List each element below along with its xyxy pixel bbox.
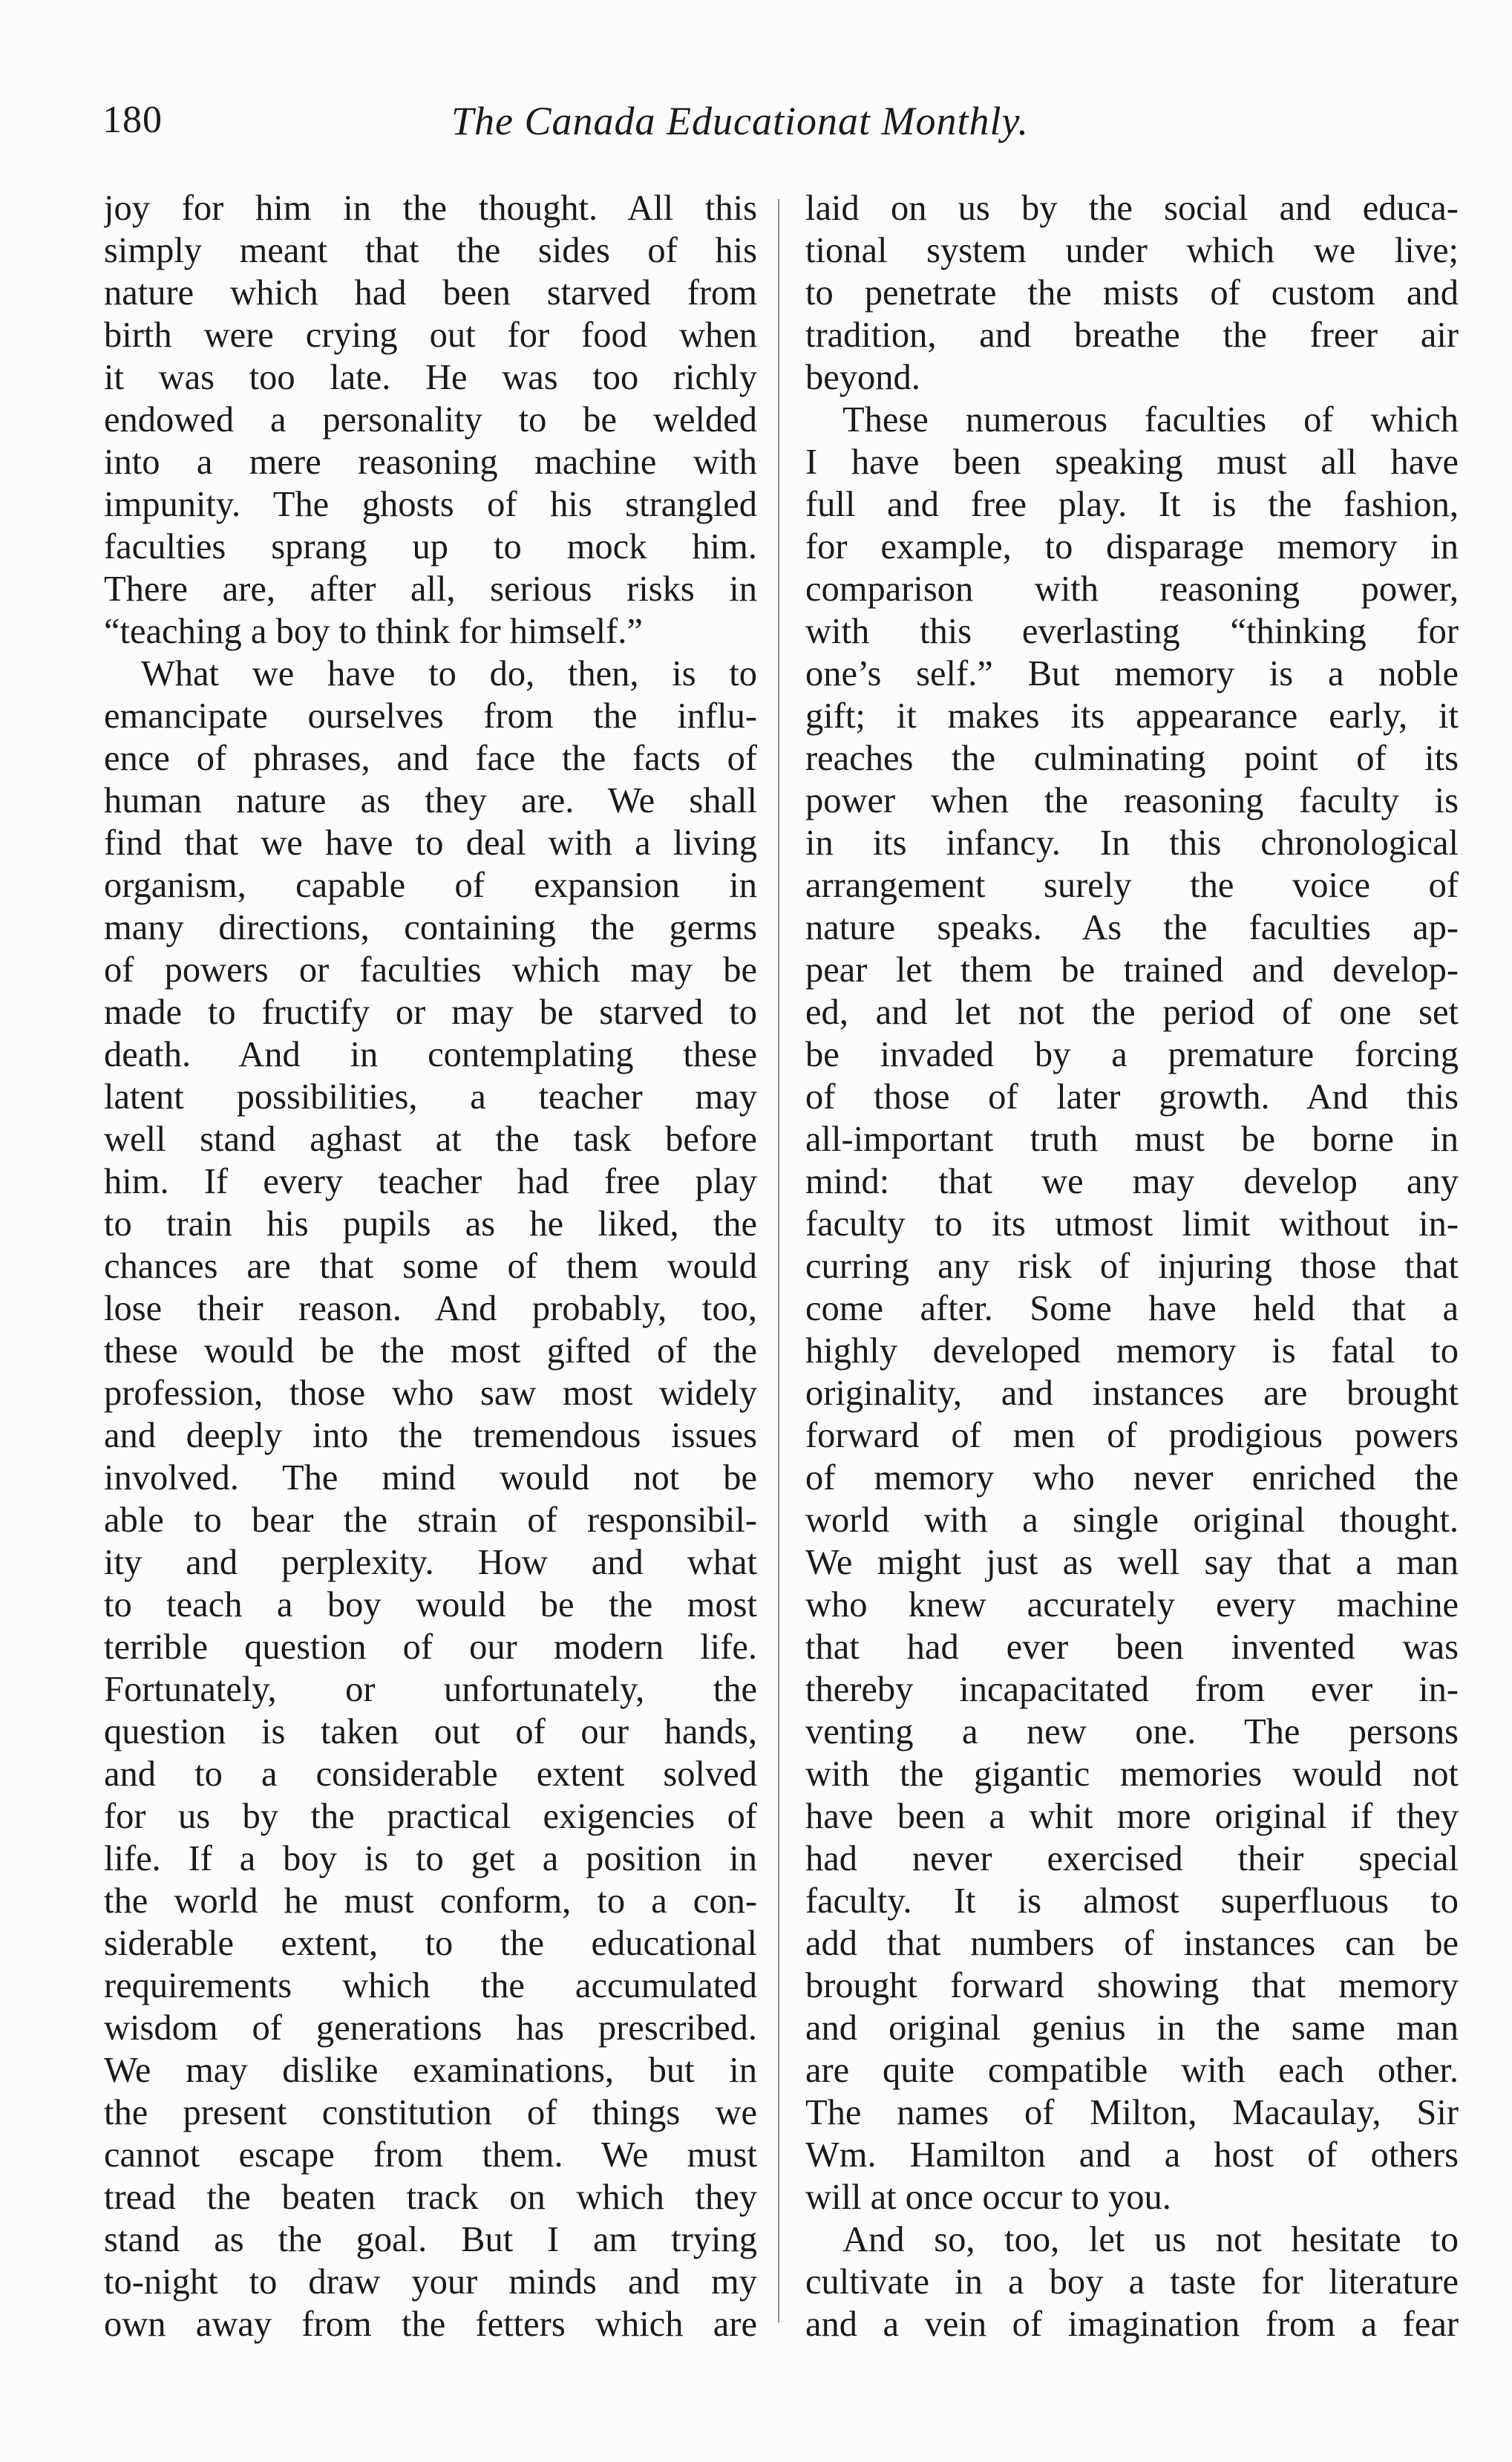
text-line: ity and perplexity. How and what [104,1543,757,1582]
text-line: curring any risk of injuring those that [805,1247,1459,1286]
text-line: own away from the fetters which are [104,2305,757,2344]
text-line: comparison with reasoning power, [805,569,1459,609]
text-line: lose their reason. And probably, too, [104,1289,757,1328]
text-line: who knew accurately every machine [805,1585,1459,1625]
text-line: simply meant that the sides of his [104,231,757,270]
text-line: reaches the culminating point of its [805,739,1459,778]
text-line: And so, too, let us not hesitate to [842,2220,1459,2259]
text-line: tradition, and breathe the freer air [805,316,1459,355]
text-line: to train his pupils as he liked, the [104,1204,757,1244]
text-line: I have been speaking must all have [805,443,1459,482]
text-line: question is taken out of our hands, [104,1712,757,1751]
text-line: death. And in contemplating these [104,1035,757,1074]
text-line: him. If every teacher had free play [104,1162,757,1201]
text-line: ence of phrases, and face the facts of [104,739,757,778]
text-line: arrangement surely the voice of [805,866,1459,905]
text-line: have been a whit more original if they [805,1797,1459,1836]
text-line: Fortunately, or unfortunately, the [104,1670,757,1709]
text-line: forward of men of prodigious powers [805,1416,1459,1455]
text-line: ed, and let not the period of one set [805,993,1459,1032]
text-line: to-night to draw your minds and my [104,2262,757,2302]
text-line: with the gigantic memories would not [805,1754,1459,1794]
text-line: birth were crying out for food when [104,316,757,355]
text-line: for example, to disparage memory in [805,527,1459,566]
text-line: of memory who never enriched the [805,1458,1459,1498]
page-number: 180 [102,99,163,141]
page-header [102,98,1431,157]
text-line: all-important truth must be borne in [805,1120,1459,1159]
text-line: the world he must conform, to a con- [104,1881,757,1921]
text-line: The names of Milton, Macaulay, Sir [805,2093,1459,2132]
text-line: emancipate ourselves from the influ- [104,696,757,736]
text-line: mind: that we may develop any [805,1162,1459,1201]
text-line: brought forward showing that memory [805,1966,1459,2005]
text-line: into a mere reasoning machine with [104,443,757,482]
text-line: Wm. Hamilton and a host of others [805,2135,1459,2175]
text-line: What we have to do, then, is to [141,654,757,693]
text-line: venting a new one. The persons [805,1712,1459,1751]
text-line: world with a single original thought. [805,1501,1459,1540]
text-line: and original genius in the same man [805,2008,1459,2048]
text-line: We might just as well say that a man [805,1543,1459,1582]
text-line: stand as the goal. But I am trying [104,2220,757,2259]
text-line: chances are that some of them would [104,1247,757,1286]
text-line: had never exercised their special [805,1839,1459,1878]
text-line: tread the beaten track on which they [104,2178,757,2217]
text-line: siderable extent, to the educational [104,1924,757,1963]
text-line: faculty to its utmost limit without in- [805,1204,1459,1244]
text-line: thereby incapacitated from ever in- [805,1670,1459,1709]
text-line: that had ever been invented was [805,1627,1459,1667]
text-line: faculty. It is almost superfluous to [805,1881,1459,1921]
text-line: able to bear the strain of responsibil- [104,1501,757,1540]
text-line: highly developed memory is fatal to [805,1331,1459,1371]
right-column [805,187,1459,2344]
text-line: the present constitution of things we [104,2093,757,2132]
text-line: power when the reasoning faculty is [805,781,1459,820]
text-line: it was too late. He was too richly [104,358,757,397]
text-line: in its infancy. In this chronological [805,823,1459,863]
text-line: life. If a boy is to get a position in [104,1839,757,1878]
text-line: nature speaks. As the faculties ap- [805,908,1459,947]
text-line: are quite compatible with each other. [805,2051,1459,2090]
text-line: these would be the most gifted of the [104,1331,757,1371]
text-line: gift; it makes its appearance early, it [805,696,1459,736]
text-line: We may dislike examinations, but in [104,2051,757,2090]
text-line: will at once occur to you. [805,2178,1171,2217]
text-line: wisdom of generations has prescribed. [104,2008,757,2048]
text-line: add that numbers of instances can be [805,1924,1459,1963]
text-line: cultivate in a boy a taste for literature [805,2262,1459,2302]
text-line: of those of later growth. And this [805,1077,1459,1117]
text-line: of powers or faculties which may be [104,950,757,990]
text-line: to penetrate the mists of custom and [805,273,1459,313]
text-line: terrible question of our modern life. [104,1627,757,1667]
column-divider [778,199,779,2322]
text-line: involved. The mind would not be [104,1458,757,1498]
text-line: impunity. The ghosts of his strangled [104,485,757,524]
text-line: and a vein of imagination from a fear [805,2305,1459,2344]
text-line: come after. Some have held that a [805,1289,1459,1328]
text-line: full and free play. It is the fashion, [805,485,1459,524]
text-line: and to a considerable extent solved [104,1754,757,1794]
text-line: organism, capable of expansion in [104,866,757,905]
text-line: laid on us by the social and educa- [805,189,1459,228]
text-line: tional system under which we live; [805,231,1459,270]
text-line: requirements which the accumulated [104,1966,757,2005]
text-line: cannot escape from them. We must [104,2135,757,2175]
text-line: originality, and instances are brought [805,1374,1459,1413]
text-line: faculties sprang up to mock him. [104,527,757,566]
text-line: joy for him in the thought. All this [104,189,757,228]
text-line: These numerous faculties of which [842,400,1459,440]
text-line: be invaded by a premature forcing [805,1035,1459,1074]
left-column [104,187,757,2344]
text-line: many directions, containing the germs [104,908,757,947]
text-line: well stand aghast at the task before [104,1120,757,1159]
text-line: for us by the practical exigencies of [104,1797,757,1836]
text-line: one’s self.” But memory is a noble [805,654,1459,693]
text-line: made to fructify or may be starved to [104,993,757,1032]
text-line: beyond. [805,358,920,397]
text-line: pear let them be trained and develop- [805,950,1459,990]
text-line: “teaching a boy to think for himself.” [104,612,643,651]
text-line: find that we have to deal with a living [104,823,757,863]
text-line: with this everlasting “thinking for [805,612,1459,651]
text-line: human nature as they are. We shall [104,781,757,820]
text-line: latent possibilities, a teacher may [104,1077,757,1117]
running-title: The Canada Educationat Monthly. [451,99,1029,143]
text-line: and deeply into the tremendous issues [104,1416,757,1455]
text-line: endowed a personality to be welded [104,400,757,440]
text-line: profession, those who saw most widely [104,1374,757,1413]
text-line: There are, after all, serious risks in [104,569,757,609]
text-line: nature which had been starved from [104,273,757,313]
text-line: to teach a boy would be the most [104,1585,757,1625]
